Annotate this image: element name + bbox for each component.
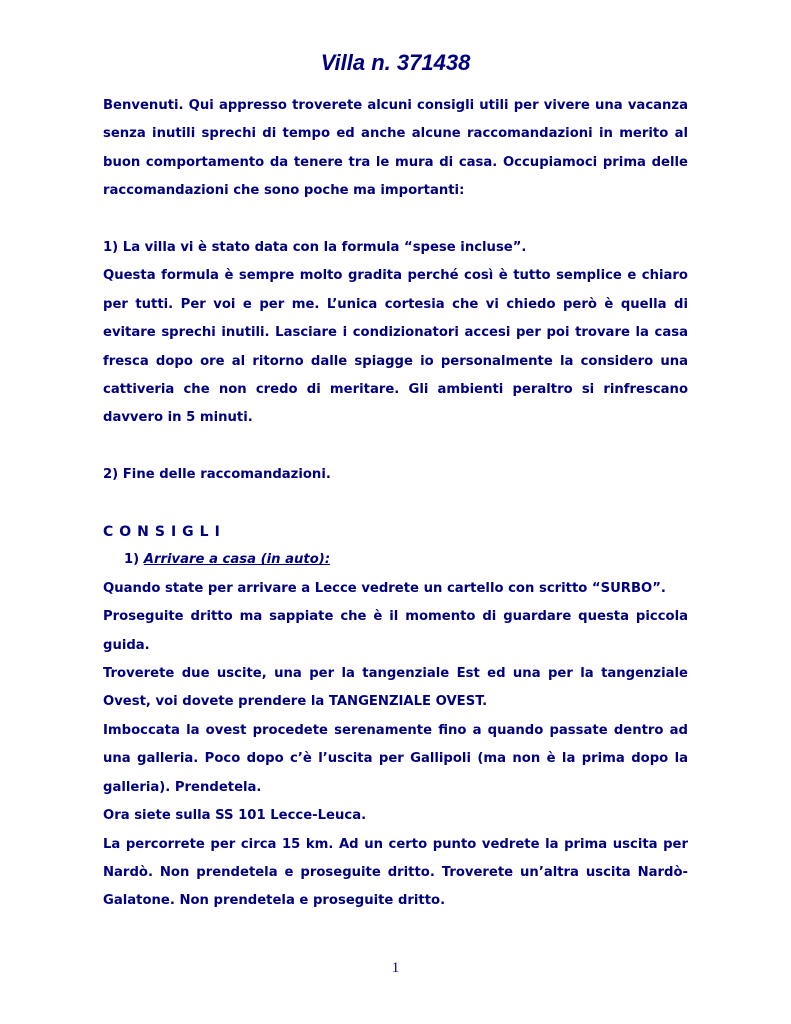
recommendation-1-line: evitare sprechi inutili. Lasciare i condizionatori accesi per poi trovare la casa (103, 325, 688, 341)
directions-line: galleria). Prendetela. (103, 779, 262, 795)
intro-line: raccomandazioni che sono poche ma importanti: (103, 183, 465, 199)
directions-line: Imboccata la ovest procedete serenamente fino a quando passate dentro ad (103, 722, 688, 738)
intro-line: buon comportamento da tenere tra le mura di casa. Occupiamoci prima delle (103, 154, 688, 170)
subsection-title: Arrivare a casa (in auto): (143, 552, 331, 568)
spacer (103, 433, 688, 461)
spacer (103, 490, 688, 518)
recommendation-2: 2) Fine delle raccomandazioni. (103, 467, 331, 483)
spacer (103, 206, 688, 234)
directions-line: Proseguite dritto ma sappiate che è il momento di guardare questa piccola (103, 609, 688, 625)
page-number: 1 (391, 960, 400, 976)
recommendation-1-line: fresca dopo ore al ritorno dalle spiagge io personalmente la considero una (103, 353, 688, 369)
recommendation-1-line: Questa formula è sempre molto gradita perché così è tutto semplice e chiaro (103, 268, 688, 284)
directions-line: Ovest, voi dovete prendere la TANGENZIALE OVEST. (103, 694, 488, 710)
directions-line: Ora siete sulla SS 101 Lecce-Leuca. (103, 808, 367, 824)
directions-line: guida. (103, 637, 150, 653)
directions-line: Nardò. Non prendetela e proseguite dritto. Troverete un’altra uscita Nardò- (103, 864, 688, 880)
intro-line: senza inutili sprechi di tempo ed anche alcune raccomandazioni in merito al (103, 126, 688, 142)
recommendation-1-line: cattiveria che non credo di meritare. Gli ambienti peraltro si rinfrescano (103, 382, 688, 398)
directions-line: Troverete due uscite, una per la tangenziale Est ed una per la tangenziale (103, 666, 688, 682)
document-title: Villa n. 371438 (320, 50, 471, 75)
directions-line: Quando state per arrivare a Lecce vedrete un cartello con scritto “SURBO”. (103, 580, 666, 596)
directions-line: La percorrete per circa 15 km. Ad un certo punto vedrete la prima uscita per (103, 836, 688, 852)
directions-line: Galatone. Non prendetela e proseguite dritto. (103, 893, 446, 909)
recommendation-1-line: per tutti. Per voi e per me. L’unica cortesia che vi chiedo però è quella di (103, 296, 688, 312)
intro-line: Benvenuti. Qui appresso troverete alcuni consigli utili per vivere una vacanza (103, 98, 688, 113)
recommendation-1-line: 1) La villa vi è stato data con la formula “spese incluse”. (103, 240, 527, 256)
subsection-number: 1) (124, 552, 140, 568)
subsection-heading (103, 546, 688, 574)
recommendation-1-line: davvero in 5 minuti. (103, 410, 253, 426)
directions-line: una galleria. Poco dopo c’è l’uscita per Gallipoli (ma non è la prima dopo la (103, 751, 688, 767)
section-heading: CONSIGLI (103, 524, 226, 541)
document-body (103, 92, 688, 916)
